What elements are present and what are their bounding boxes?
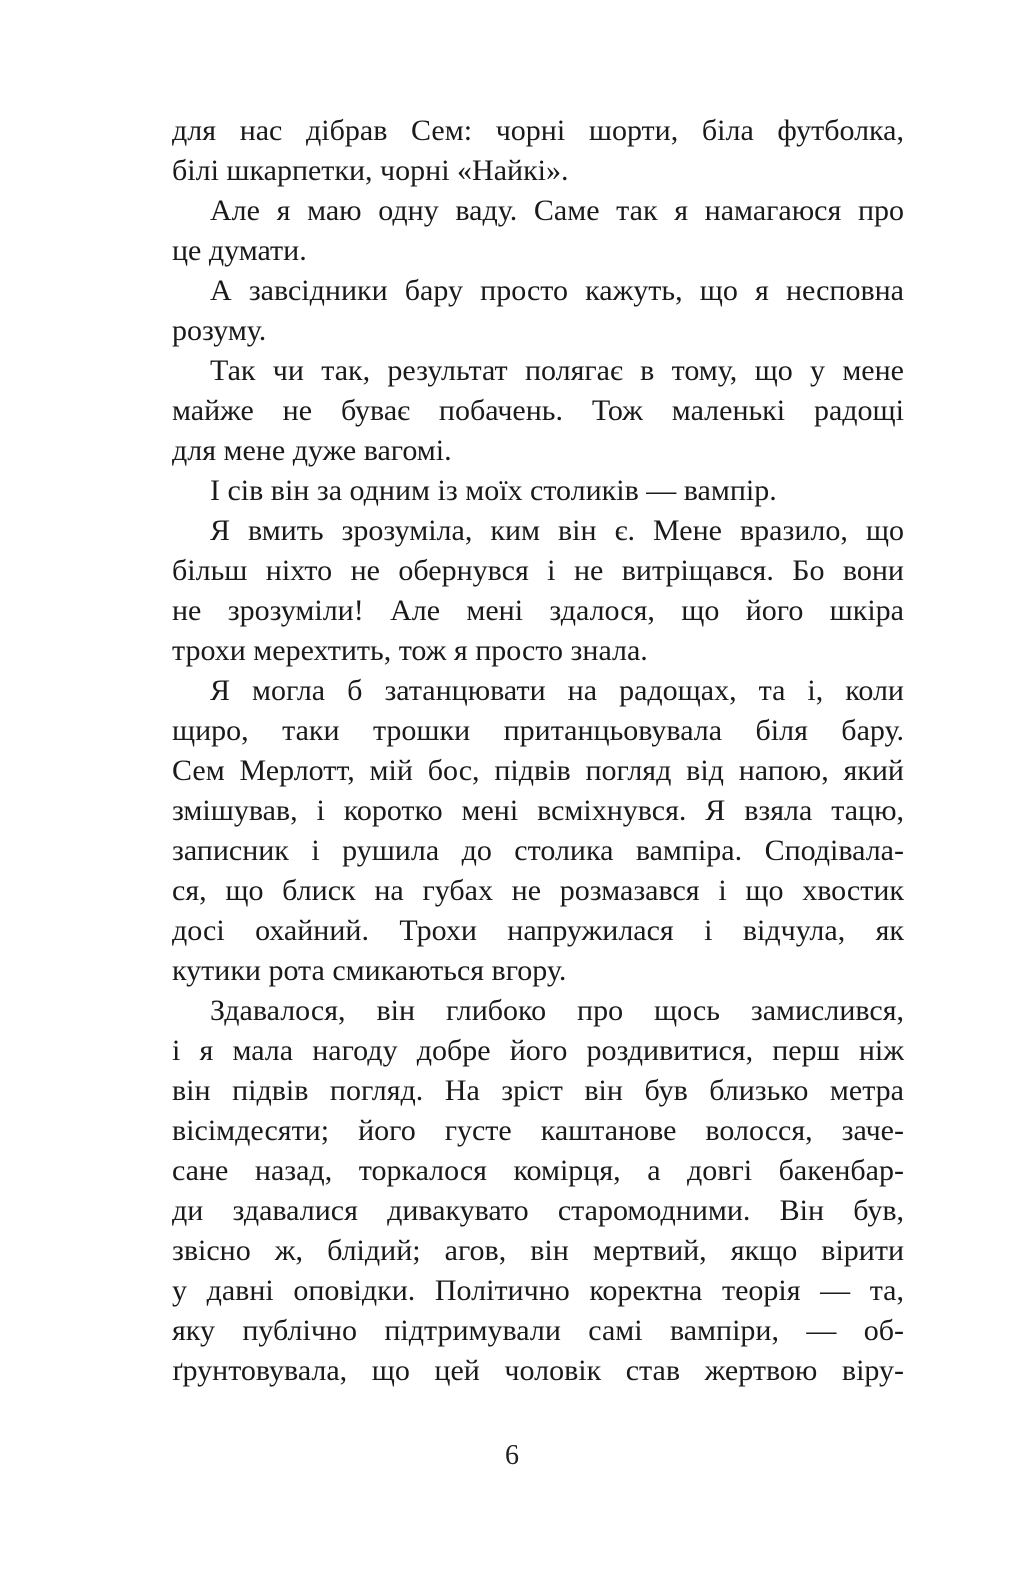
text-line: розуму. bbox=[172, 314, 267, 347]
text-line: ґрунтовувала, що цей чоловік став жертвою віру- bbox=[172, 1354, 904, 1387]
text-line: він підвів погляд. На зріст він був близько метра bbox=[172, 1074, 904, 1107]
text-line: білі шкарпетки, чорні «Найкі». bbox=[172, 154, 569, 187]
text-line: вісімдесяти; його густе каштанове волосся, заче- bbox=[172, 1114, 904, 1147]
body-text bbox=[172, 111, 904, 1391]
text-line: записник і рушила до столика вампіра. Сподівала- bbox=[172, 834, 904, 867]
text-line: Здавалося, він глибоко про щось замислився, bbox=[210, 994, 904, 1027]
text-line: Але я маю одну ваду. Саме так я намагаюся про bbox=[210, 194, 904, 227]
text-line: майже не буває побачень. Тож маленькі радощі bbox=[172, 394, 904, 427]
text-line: досі охайний. Трохи напружилася і відчула, як bbox=[172, 914, 904, 947]
text-line: Я могла б затанцювати на радощах, та і, коли bbox=[210, 674, 904, 707]
text-line: яку публічно підтримували самі вампіри, — об- bbox=[172, 1314, 904, 1347]
text-line: трохи мерехтить, тож я просто знала. bbox=[172, 634, 648, 667]
text-line: ди здавалися дивакувато старомодними. Він був, bbox=[172, 1194, 904, 1227]
text-line: для мене дуже вагомі. bbox=[172, 434, 452, 467]
text-line: і я мала нагоду добре його роздивитися, перш ніж bbox=[172, 1034, 904, 1067]
text-line: для нас дібрав Сем: чорні шорти, біла футболка, bbox=[172, 114, 904, 147]
text-line: це думати. bbox=[172, 234, 307, 267]
text-line: Так чи так, результат полягає в тому, що у мене bbox=[210, 354, 904, 387]
text-line: ся, що блиск на губах не розмазався і що хвостик bbox=[172, 874, 904, 907]
text-line: Сем Мерлотт, мій бос, підвів погляд від напою, який bbox=[172, 754, 904, 787]
text-line: не зрозуміли! Але мені здалося, що його шкіра bbox=[172, 594, 904, 627]
text-line: у давні оповідки. Політично коректна теорія — та, bbox=[172, 1274, 904, 1307]
text-line: сане назад, торкалося комірця, а довгі бакенбар- bbox=[172, 1154, 904, 1187]
text-line: більш ніхто не обернувся і не витріщався. Бо вони bbox=[172, 554, 904, 587]
page-number: 6 bbox=[505, 1440, 519, 1471]
text-line: І сів він за одним із моїх столиків — вампір. bbox=[210, 474, 777, 507]
text-line: кутики рота смикаються вгору. bbox=[172, 954, 567, 987]
text-line: Я вмить зрозуміла, ким він є. Мене вразило, що bbox=[210, 514, 904, 547]
text-line: змішував, і коротко мені всміхнувся. Я взяла тацю, bbox=[172, 794, 904, 827]
text-line: А завсідники бару просто кажуть, що я несповна bbox=[210, 274, 904, 307]
text-line: щиро, таки трошки пританцьовувала біля бару. bbox=[172, 714, 904, 747]
text-line: звісно ж, блідий; агов, він мертвий, якщо вірити bbox=[172, 1234, 904, 1267]
